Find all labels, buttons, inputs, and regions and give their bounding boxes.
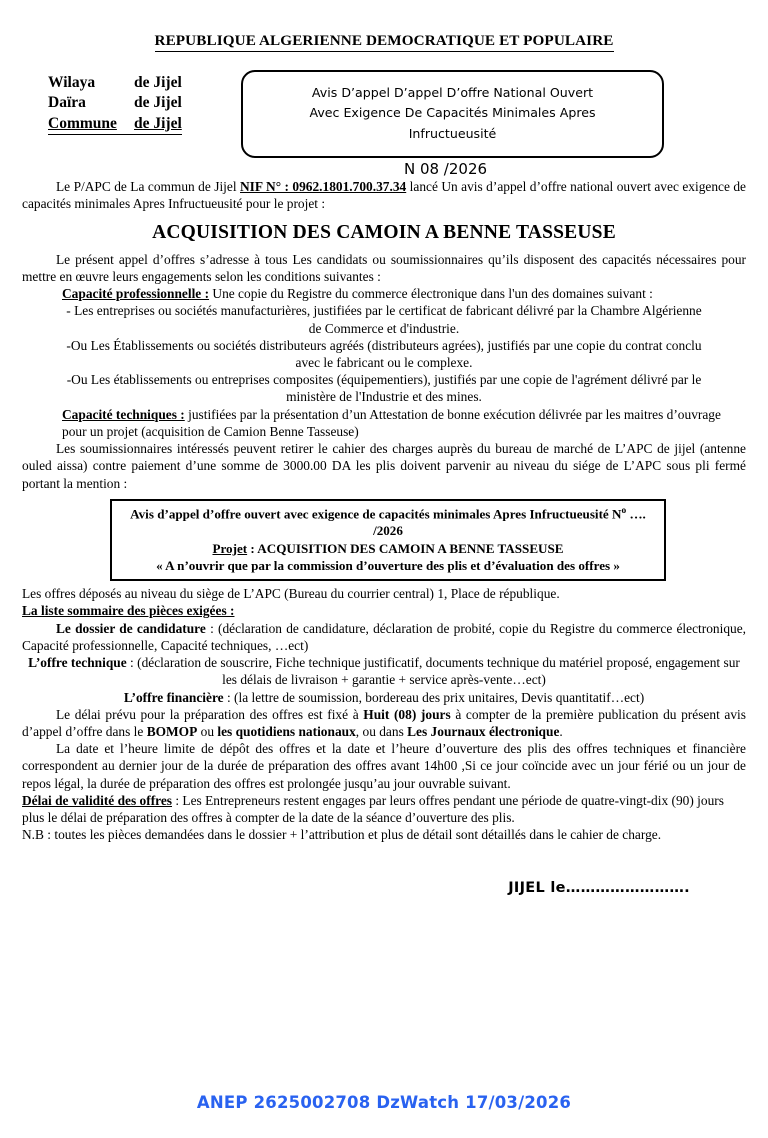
mention-projet-label: Projet	[212, 540, 248, 556]
administration-block	[48, 70, 233, 135]
offre-financiere	[22, 689, 746, 706]
dossier-candidature-text: : (déclaration de candidature, déclaration de probité, copie du Registre du commerce électronique, Capacité professionnelle, Capacité techniques, …ect)	[22, 620, 747, 653]
mention-ordinal-marker: o	[621, 505, 627, 516]
delai-journaux: Les Journaux électronique	[407, 723, 560, 739]
delai-part-3: ou	[197, 723, 218, 739]
mention-line-1-text: Avis d’appel d’offre ouvert avec exigence de capacités minimales Apres Infructueusité N	[130, 506, 622, 522]
signature-line: JIJEL le…………………….	[508, 880, 690, 897]
commune-key: Commune	[48, 114, 117, 132]
project-title: ACQUISITION DES CAMOIN A BENNE TASSEUSE	[152, 221, 616, 243]
date-heure-paragraph: La date et l’heure limite de dépôt des offres et la date et l’heure d’ouverture des plis des offres techniques et financière correspondent au dernier jour de la durée de préparation des offres avant 14h00 ,Si ce jour coïncide avec un jour férié ou un jour de repos légal, la durée de préparation des offres est prolongée jusqu’au jour ouvrable suivant.	[22, 741, 746, 791]
candidats-paragraph: Le présent appel d’offres s’adresse à tous Les candidats ou soumissionnaires qu’ils disposent des capacités nécessaires pour mettre en œuvre leurs engagements selon les conditions suivantes :	[22, 251, 746, 284]
capacite-techniques	[22, 406, 746, 440]
delai-validite	[22, 792, 746, 826]
capacite-professionnelle-label: Capacité professionnelle :	[62, 286, 210, 302]
dossier-candidature-label: Le dossier de candidature	[56, 620, 206, 636]
header-row	[0, 70, 768, 158]
offre-technique-text: : (déclaration de souscrire, Fiche technique justificatif, documents technique du matériel proposé, engagement sur les délais de livraison + garantie + service après-vente…ect)	[126, 655, 740, 688]
delai-huit-jours: Huit (08) jours	[363, 706, 451, 722]
nb-note: N.B : toutes les pièces demandées dans le dossier + l’attribution et plus de détail sont détaillés dans le cahier de charge.	[22, 827, 662, 843]
daira-value: de Jijel	[134, 94, 182, 112]
capacite-item-2: -Ou Les Établissements ou sociétés distributeurs agréés (distributeurs agrées), justifiés par une copie du contrat conclu avec le fabricant ou le complexe.	[66, 337, 702, 370]
page-title	[0, 32, 768, 52]
notice-title-box	[241, 70, 664, 158]
capacite-techniques-text: justifiées par la présentation d’un Attestation de bonne exécution délivrée par les maitres d’ouvrage pour un projet (acquisition de Camion Benne Tasseuse)	[62, 406, 721, 439]
mention-line-1-suffix: …. /2026	[373, 506, 646, 539]
capacite-item-1: - Les entreprises ou sociétés manufacturières, justifiées par le certificat de fabricant délivré par la Chambre Algérienne de Commerce et d'industrie.	[66, 303, 702, 336]
anep-footer: ANEP 2625002708 DzWatch 17/03/2026	[196, 1093, 572, 1112]
mention-line-1	[118, 505, 658, 540]
notice-title-line-1: Avis D’appel D’appel D’offre National Ouvert	[311, 85, 594, 100]
delai-validite-text: : Les Entrepreneurs restent engages par leurs offres pendant une période de quatre-vingt-dix (90) jours plus le délai de préparation des offres à compter de la date de la séance d’ouverture des plis.	[22, 792, 724, 826]
commune-value: de Jijel	[134, 114, 182, 132]
mention-box	[110, 499, 666, 581]
national-header-text: REPUBLIQUE ALGERIENNE DEMOCRATIQUE ET POPULAIRE	[155, 32, 614, 52]
intro-paragraph	[22, 178, 746, 212]
delai-part-4: , ou dans	[355, 723, 408, 739]
capacite-techniques-label: Capacité techniques :	[62, 406, 185, 422]
dossier-candidature	[22, 620, 746, 654]
mention-line-2	[118, 540, 658, 557]
offre-technique	[22, 654, 746, 688]
intro-part-1: Le P/APC de La commun de Jijel	[56, 179, 241, 195]
wilaya-value: de Jijel	[134, 74, 182, 91]
document-body	[0, 178, 768, 898]
admin-line-daira	[48, 93, 233, 113]
delai-validite-label: Délai de validité des offres	[22, 792, 173, 808]
wilaya-key: Wilaya	[48, 74, 96, 91]
notice-number: N 08 /2026	[403, 160, 488, 179]
offre-financiere-label: L’offre financière	[123, 689, 224, 705]
delai-bomop: BOMOP	[146, 723, 198, 739]
liste-sommaire-label: La liste sommaire des pièces exigées :	[22, 603, 235, 619]
retrait-paragraph: Les soumissionnaires intéressés peuvent retirer le cahier des charges auprès du bureau de marché de L’APC de jijel (antenne ouled aissa) contre paiement d’une somme de 3000.00 DA les plis doivent parvenir au niveau du siége de L’APC sous pli fermé portant la mention :	[22, 441, 746, 491]
delai-preparation-paragraph	[22, 706, 746, 740]
offre-technique-label: L’offre technique	[28, 655, 127, 671]
admin-line-wilaya	[48, 73, 233, 93]
capacite-item-3: -Ou Les établissements ou entreprises composites (équipementiers), justifiés par une copie de l'agrément délivré par le ministère de l'Industrie et des mines.	[66, 372, 702, 405]
mention-line-3: « A n’ouvrir que par la commission d’ouverture des plis et d’évaluation des offres »	[156, 557, 620, 573]
nif-number: NIF N° : 0962.1801.700.37.34	[240, 179, 407, 195]
delai-part-2: à compter de la première publication du présent avis d’appel d’offre dans le	[22, 706, 746, 739]
capacite-professionnelle-text: Une copie du Registre du commerce électronique dans l'un des domaines suivant :	[209, 286, 653, 302]
mention-projet-text: : ACQUISITION DES CAMOIN A BENNE TASSEUSE	[247, 540, 564, 556]
delai-quotidiens: les quotidiens nationaux	[217, 723, 356, 739]
delai-part-5: .	[559, 723, 563, 739]
offre-financiere-text: : (la lettre de soumission, bordereau des prix unitaires, Devis quantitatif…ect)	[223, 689, 645, 705]
daira-key: Daïra	[48, 94, 86, 112]
offres-deposees: Les offres déposés au niveau du siège de L’APC (Bureau du courrier central) 1, Place de république.	[22, 586, 560, 602]
intro-part-2: lancé Un avis d’appel d’offre national ouvert avec exigence de capacités minimales Apres Infructueusité pour le projet :	[22, 179, 746, 212]
capacite-professionnelle	[22, 285, 746, 302]
notice-title-line-2: Avec Exigence De Capacités Minimales Apres	[309, 105, 596, 121]
admin-line-commune	[48, 114, 182, 135]
notice-title-line-3: Infructueusité	[408, 125, 497, 141]
delai-part-1: Le délai prévu pour la préparation des offres est fixé à	[56, 706, 364, 722]
